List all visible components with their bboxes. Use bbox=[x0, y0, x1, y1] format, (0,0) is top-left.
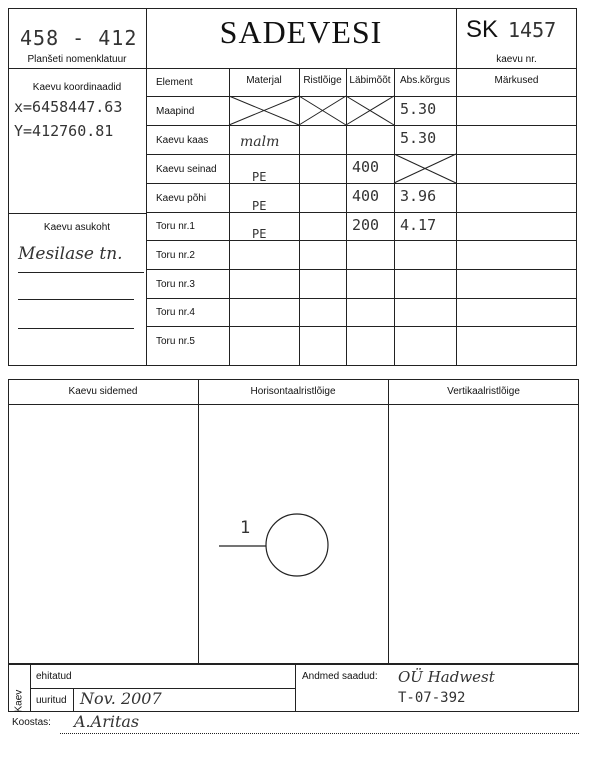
location-value: Mesilase tn. bbox=[18, 244, 123, 264]
cell-toru1-materjal: PE bbox=[252, 227, 267, 241]
sk-label: kaevu nr. bbox=[496, 54, 537, 65]
cell-maapind-abs: 5.30 bbox=[400, 100, 437, 118]
pipe-number-label: 1 bbox=[240, 518, 251, 538]
andmed-value-2: T-07-392 bbox=[398, 690, 466, 706]
cell-kaas-materjal: malm bbox=[240, 134, 280, 150]
row-label-toru1: Toru nr.1 bbox=[156, 221, 195, 232]
uuritud-label: uuritud bbox=[36, 695, 67, 706]
nomenclature-value: 458 - 412 bbox=[20, 26, 138, 50]
row-label-toru3: Toru nr.3 bbox=[156, 279, 195, 290]
col-header-materjal: Materjal bbox=[246, 75, 282, 86]
col-header-abs: Abs.kõrgus bbox=[399, 75, 451, 86]
row-label-toru2: Toru nr.2 bbox=[156, 250, 195, 261]
row-label-maapind: Maapind bbox=[156, 106, 195, 117]
andmed-value-1: OÜ Hadwest bbox=[398, 668, 495, 686]
row-label-pohi: Kaevu põhi bbox=[156, 193, 207, 204]
sk-prefix: SK bbox=[466, 16, 499, 43]
coord-y: Y=412760.81 bbox=[14, 122, 114, 140]
koostas-value: A.Aritas bbox=[74, 712, 140, 731]
drawing-col-horisontaal: Horisontaalristlõige bbox=[250, 386, 336, 397]
row-label-toru5: Toru nr.5 bbox=[156, 336, 195, 347]
cell-seinad-labimoot: 400 bbox=[352, 158, 380, 176]
cell-pohi-materjal: PE bbox=[252, 199, 267, 213]
drawing-col-vertikaal: Vertikaalristlõige bbox=[447, 386, 520, 397]
form-title: SADEVESI bbox=[219, 14, 383, 50]
nomenclature-label: Planšeti nomenklatuur bbox=[27, 54, 127, 65]
cell-seinad-materjal: PE bbox=[252, 170, 267, 184]
cell-toru1-labimoot: 200 bbox=[352, 216, 380, 234]
col-header-ristloige: Ristlõige bbox=[303, 75, 342, 86]
uuritud-value: Nov. 2007 bbox=[80, 689, 162, 708]
col-header-element: Element bbox=[156, 77, 193, 88]
ehitatud-label: ehitatud bbox=[36, 671, 72, 682]
col-header-labimoot: Läbimõõt bbox=[349, 75, 391, 86]
cell-kaas-abs: 5.30 bbox=[400, 129, 437, 147]
location-label: Kaevu asukoht bbox=[43, 222, 111, 233]
row-label-seinad: Kaevu seinad bbox=[156, 164, 217, 175]
sk-number: 1457 bbox=[508, 18, 557, 42]
koostas-label: Koostas: bbox=[12, 717, 51, 728]
coord-x: x=6458447.63 bbox=[14, 98, 123, 116]
andmed-label: Andmed saadud: bbox=[302, 671, 378, 682]
coords-label: Kaevu koordinaadid bbox=[32, 82, 122, 93]
drawing-col-sidemed: Kaevu sidemed bbox=[68, 386, 138, 397]
kaev-label: Kaev bbox=[13, 689, 25, 713]
row-label-kaas: Kaevu kaas bbox=[156, 135, 209, 146]
cell-pohi-labimoot: 400 bbox=[352, 187, 380, 205]
cell-toru1-abs: 4.17 bbox=[400, 216, 437, 234]
row-label-toru4: Toru nr.4 bbox=[156, 307, 195, 318]
cell-pohi-abs: 3.96 bbox=[400, 187, 437, 205]
col-header-markused: Märkused bbox=[494, 75, 539, 86]
